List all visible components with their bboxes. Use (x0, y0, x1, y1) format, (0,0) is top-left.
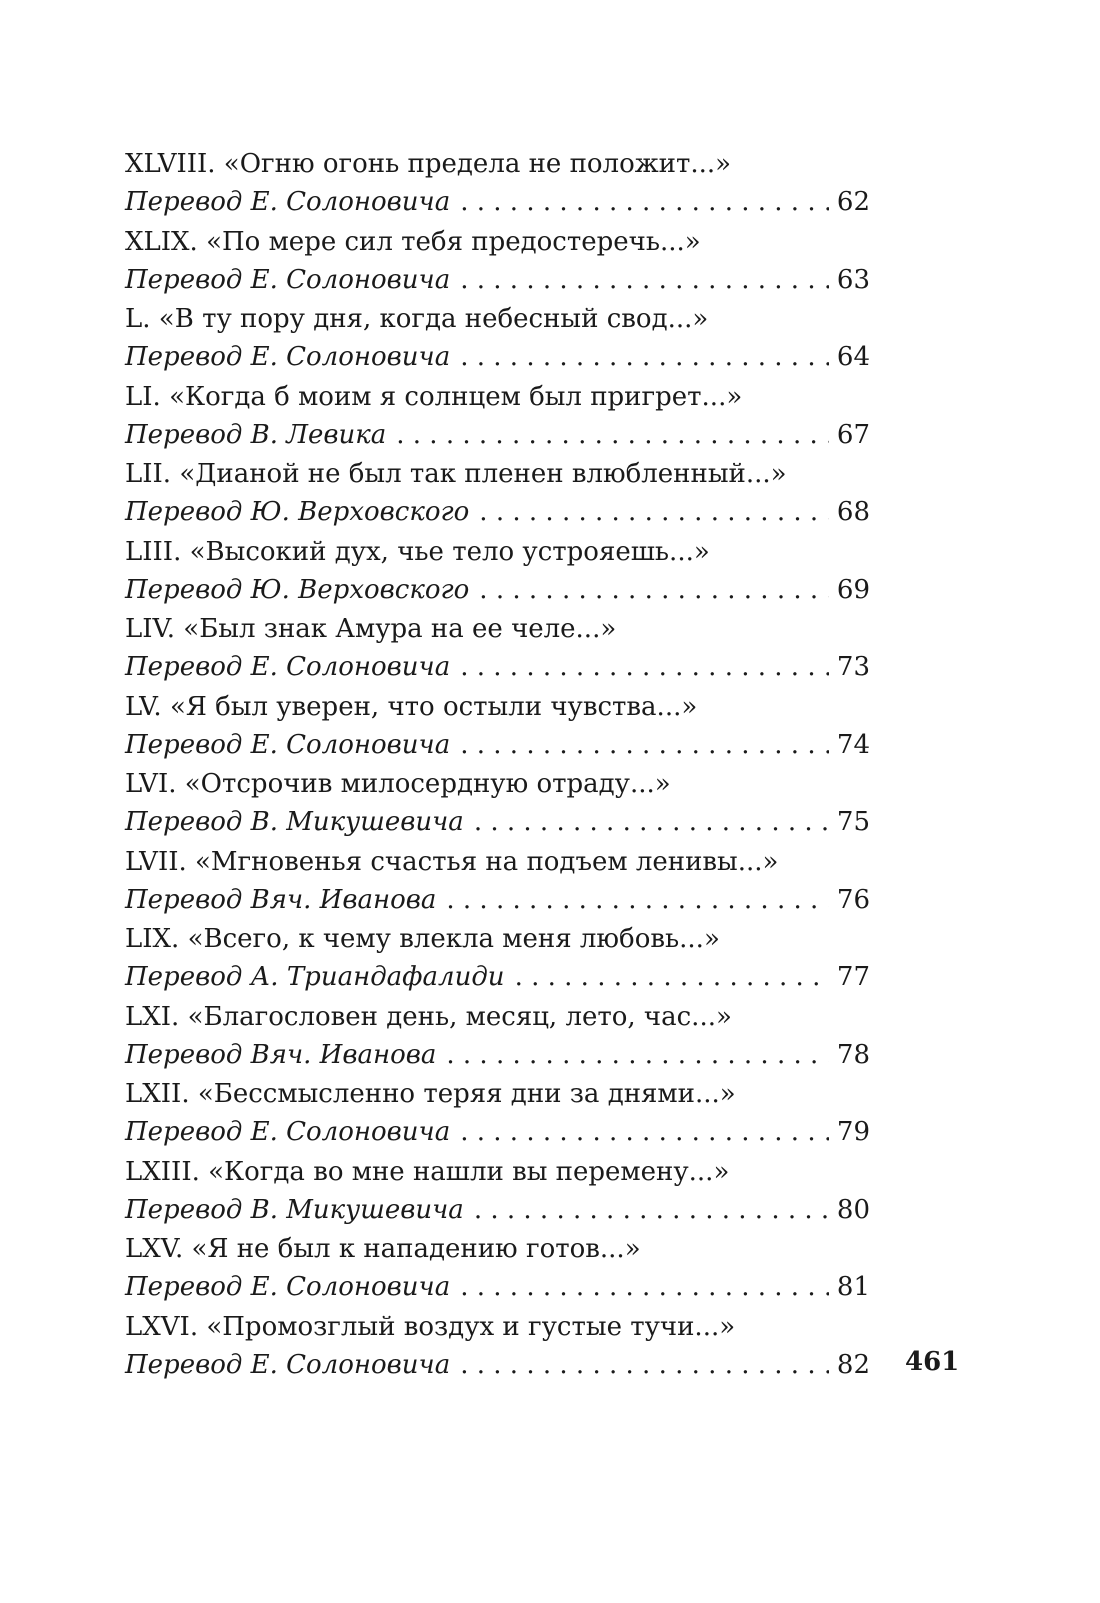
dot-leader (456, 1268, 829, 1306)
toc-entry (125, 843, 870, 921)
entry-translator: Перевод Е. Солоновича (125, 729, 451, 760)
entry-translator: Перевод Е. Солоновича (125, 342, 451, 372)
entry-page-number: 82 (836, 1349, 870, 1380)
entry-translator-line (125, 493, 870, 531)
entry-title: LIX. «Всего, к чему влекла меня любовь...» (125, 924, 720, 954)
entry-title: XLVIII. «Огню огонь предела не положит...» (125, 149, 732, 179)
entry-page-number: 80 (836, 1194, 870, 1225)
entry-page-number: 77 (836, 962, 870, 992)
entry-title: LXV. «Я не был к нападению готов...» (125, 1234, 641, 1264)
entry-translator-line (125, 1191, 870, 1229)
entry-translator: Перевод Е. Солоновича (125, 187, 451, 217)
entry-translator-line (125, 648, 870, 686)
entry-translator: Перевод Вяч. Иванова (125, 884, 437, 915)
entry-page-number: 62 (836, 187, 870, 217)
toc-entry (125, 455, 870, 533)
dot-leader (456, 338, 829, 376)
entry-translator-line (125, 1346, 870, 1384)
dot-leader (456, 261, 829, 299)
entry-translator: Перевод Е. Солоновича (125, 1117, 451, 1147)
dot-leader (470, 803, 829, 841)
toc-entry (125, 1308, 870, 1386)
dot-leader (442, 881, 829, 919)
entry-page-number: 78 (836, 1039, 870, 1070)
toc-entry (125, 145, 870, 223)
entry-translator-line (125, 726, 870, 764)
dot-leader (456, 1346, 829, 1384)
toc-entry (125, 688, 870, 766)
entry-translator: Перевод Е. Солоновича (125, 652, 451, 682)
entry-title: LXIII. «Когда во мне нашли вы перемену...» (125, 1156, 730, 1187)
dot-leader (392, 416, 829, 454)
entry-translator-line (125, 803, 870, 841)
entry-title: LII. «Дианой не был так пленен влюбленный...» (125, 459, 787, 489)
entry-translator-line (125, 338, 870, 376)
entry-title: LXI. «Благословен день, месяц, лето, час...» (125, 1001, 732, 1032)
entry-title: LI. «Когда б моим я солнцем был пригрет...» (125, 381, 743, 412)
dot-leader (456, 183, 829, 221)
dot-leader (442, 1036, 829, 1074)
toc-entry (125, 1075, 870, 1153)
dot-leader (511, 958, 829, 996)
entry-page-number: 79 (836, 1117, 870, 1147)
toc-entry (125, 920, 870, 998)
entry-title: L. «В ту пору дня, когда небесный свод...» (125, 304, 709, 334)
toc-entry (125, 610, 870, 688)
entry-page-number: 67 (836, 419, 870, 450)
entry-translator: Перевод В. Микушевича (125, 1194, 464, 1225)
entry-page-number: 75 (836, 807, 870, 837)
page-number: 461 (905, 1347, 960, 1377)
toc-entry (125, 1230, 870, 1308)
entry-translator-line (125, 958, 870, 996)
entry-title: LIV. «Был знак Амура на ее челе...» (125, 614, 617, 644)
entry-translator: Перевод Е. Солоновича (125, 1272, 451, 1302)
toc-entry (125, 765, 870, 843)
entry-translator-line (125, 1036, 870, 1074)
entry-translator-line (125, 261, 870, 299)
entry-page-number: 74 (836, 729, 870, 760)
entry-page-number: 69 (836, 574, 870, 605)
toc-entry (125, 378, 870, 456)
entry-page-number: 64 (836, 342, 870, 372)
entry-title: LIII. «Высокий дух, чье тело устрояешь...» (125, 536, 710, 567)
entry-translator: Перевод В. Левика (125, 419, 387, 450)
toc-entry (125, 1153, 870, 1231)
entry-page-number: 76 (836, 884, 870, 915)
entry-translator-line (125, 416, 870, 454)
entry-translator: Перевод Ю. Верховского (125, 497, 470, 527)
entry-title: XLIX. «По мере сил тебя предостеречь...» (125, 226, 701, 257)
entry-translator-line (125, 571, 870, 609)
entry-translator: Перевод Е. Солоновича (125, 1349, 451, 1380)
entry-translator: Перевод Е. Солоновича (125, 264, 451, 295)
dot-leader (475, 571, 829, 609)
entry-title: LVI. «Отсрочив милосердную отраду...» (125, 769, 671, 799)
dot-leader (475, 493, 829, 531)
dot-leader (470, 1191, 829, 1229)
entry-translator-line (125, 183, 870, 221)
toc-entry (125, 998, 870, 1076)
entry-page-number: 81 (836, 1272, 870, 1302)
entry-translator-line (125, 1113, 870, 1151)
entry-translator: Перевод Вяч. Иванова (125, 1039, 437, 1070)
entry-page-number: 63 (836, 264, 870, 295)
entry-title: LXVI. «Промозглый воздух и густые тучи...» (125, 1311, 736, 1342)
entry-page-number: 68 (836, 497, 870, 527)
dot-leader (456, 726, 829, 764)
entry-translator: Перевод Ю. Верховского (125, 574, 470, 605)
table-of-contents (125, 145, 870, 1385)
entry-translator-line (125, 881, 870, 919)
toc-entry (125, 300, 870, 378)
entry-title: LV. «Я был уверен, что остыли чувства...» (125, 691, 698, 722)
entry-translator: Перевод В. Микушевича (125, 807, 464, 837)
entry-translator-line (125, 1268, 870, 1306)
dot-leader (456, 1113, 829, 1151)
entry-page-number: 73 (836, 652, 870, 682)
entry-translator: Перевод А. Триандафалиди (125, 962, 505, 992)
toc-entry (125, 223, 870, 301)
toc-entry (125, 533, 870, 611)
entry-title: LXII. «Бессмысленно теряя дни за днями...» (125, 1079, 736, 1109)
dot-leader (456, 648, 829, 686)
entry-title: LVII. «Мгновенья счастья на подъем ленивы...» (125, 846, 779, 877)
